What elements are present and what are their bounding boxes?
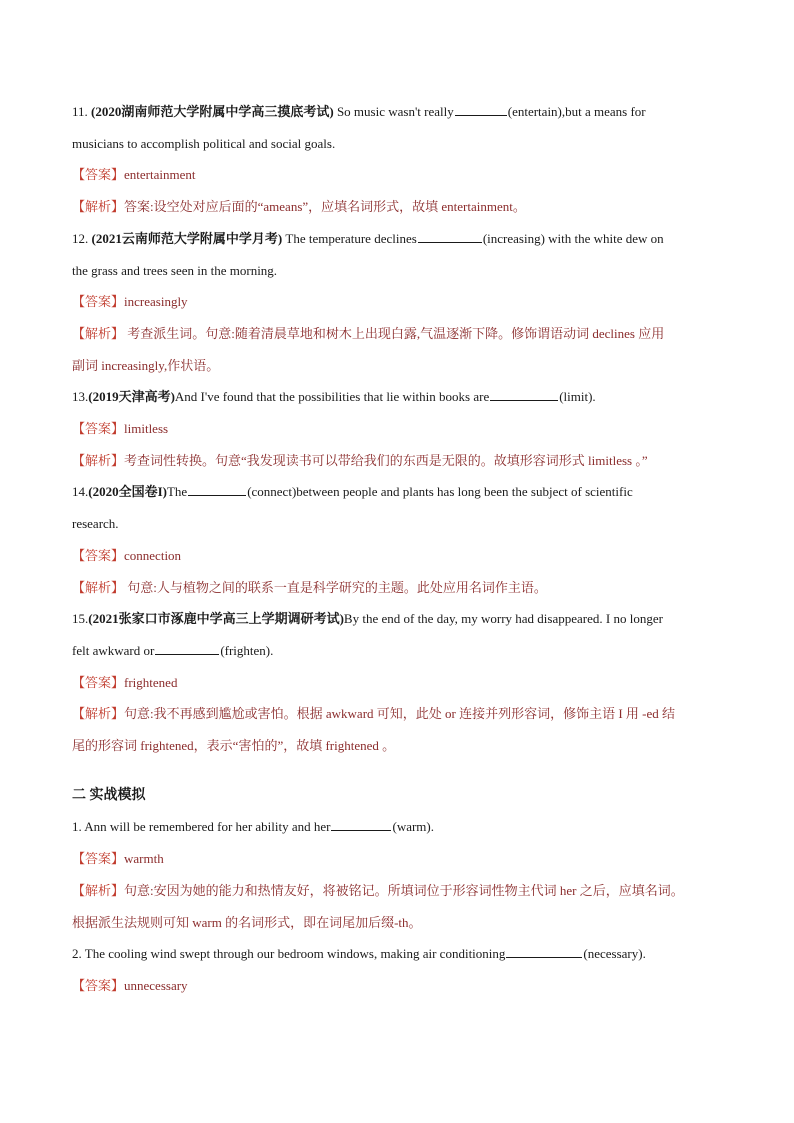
analysis-15: 【解析】句意:我不再感到尴尬或害怕。根据 awkward 可知，此处 or 连接并列形容词，修饰主语 I 用 -ed 结 <box>72 706 676 722</box>
analysis-p1-cont: 根据派生法规则可知 warm 的名词形式，即在词尾加后缀-th。 <box>72 914 422 930</box>
answer-blank <box>418 230 482 243</box>
question-source: (2020全国卷I) <box>88 484 167 500</box>
analysis-14: 【解析】 句意:人与植物之间的联系一直是科学研究的主题。此处应用名词作主语。 <box>72 579 547 595</box>
answer-12: 【答案】increasingly <box>72 294 188 310</box>
answer-blank <box>506 945 582 958</box>
answer-blank <box>155 642 219 655</box>
question-14-cont: research. <box>72 516 119 532</box>
answer-13: 【答案】limitless <box>72 421 169 437</box>
analysis-11: 【解析】答案:设空处对应后面的“ameans”，应填名词形式，故填 entertainment。 <box>72 199 526 215</box>
question-12: 12. (2021云南师范大学附属中学月考) The temperature declines (increasing) with the white dew on <box>72 230 664 246</box>
answer-p2: 【答案】unnecessary <box>72 977 188 993</box>
answer-blank <box>188 483 246 496</box>
question-source: (2021张家口市涿鹿中学高三上学期调研考试) <box>88 611 344 627</box>
section-title: 二 实战模拟 <box>72 787 146 803</box>
analysis-13: 【解析】考查词性转换。句意“我发现读书可以带给我们的东西是无限的。故填形容词形式 limitless 。” <box>72 452 648 468</box>
question-source: (2021云南师范大学附属中学月考) <box>91 230 283 246</box>
analysis-15-cont: 尾的形容词 frightened，表示“害怕的”，故填 frightened 。 <box>72 738 396 754</box>
answer-15: 【答案】frightened <box>72 674 178 690</box>
question-source: (2020湖南师范大学附属中学高三摸底考试) <box>91 104 334 119</box>
question-14: 14.(2020全国卷I)The (connect)between people and plants has long been the subject of scientific <box>72 484 633 500</box>
answer-blank <box>331 818 391 831</box>
question-11: 11. (2020湖南师范大学附属中学高三摸底考试) So music wasn't really (entertain),but a means for <box>72 104 646 119</box>
question-15: 15.(2021张家口市涿鹿中学高三上学期调研考试)By the end of the day, my worry had disappeared. I no longer <box>72 611 663 627</box>
document-page <box>72 96 722 1002</box>
answer-11: 【答案】entertainment <box>72 167 196 183</box>
question-13: 13.(2019天津高考)And I've found that the possibilities that lie within books are (limit). <box>72 389 596 405</box>
question-12-cont: the grass and trees seen in the morning. <box>72 262 278 278</box>
question-11-cont: musicians to accomplish political and social goals. <box>72 135 336 151</box>
question-source: (2019天津高考) <box>88 389 175 405</box>
answer-p1: 【答案】warmth <box>72 851 164 867</box>
answer-blank <box>455 103 507 116</box>
answer-blank <box>490 388 558 401</box>
practice-1: 1. Ann will be remembered for her ability and her (warm). <box>72 819 434 835</box>
answer-14: 【答案】connection <box>72 547 182 563</box>
question-15-cont: felt awkward or (frighten). <box>72 642 274 658</box>
analysis-p1: 【解析】句意:安因为她的能力和热情友好，将被铭记。所填词位于形容词性物主代词 her 之后，应填名词。 <box>72 882 684 898</box>
analysis-12-cont: 副词 increasingly,作状语。 <box>72 357 220 373</box>
practice-2: 2. The cooling wind swept through our bedroom windows, making air conditioning (necessary). <box>72 946 646 962</box>
analysis-12: 【解析】 考查派生词。句意:随着清晨草地和树木上出现白露,气温逐渐下降。修饰谓语动词 declines 应用 <box>72 325 665 341</box>
